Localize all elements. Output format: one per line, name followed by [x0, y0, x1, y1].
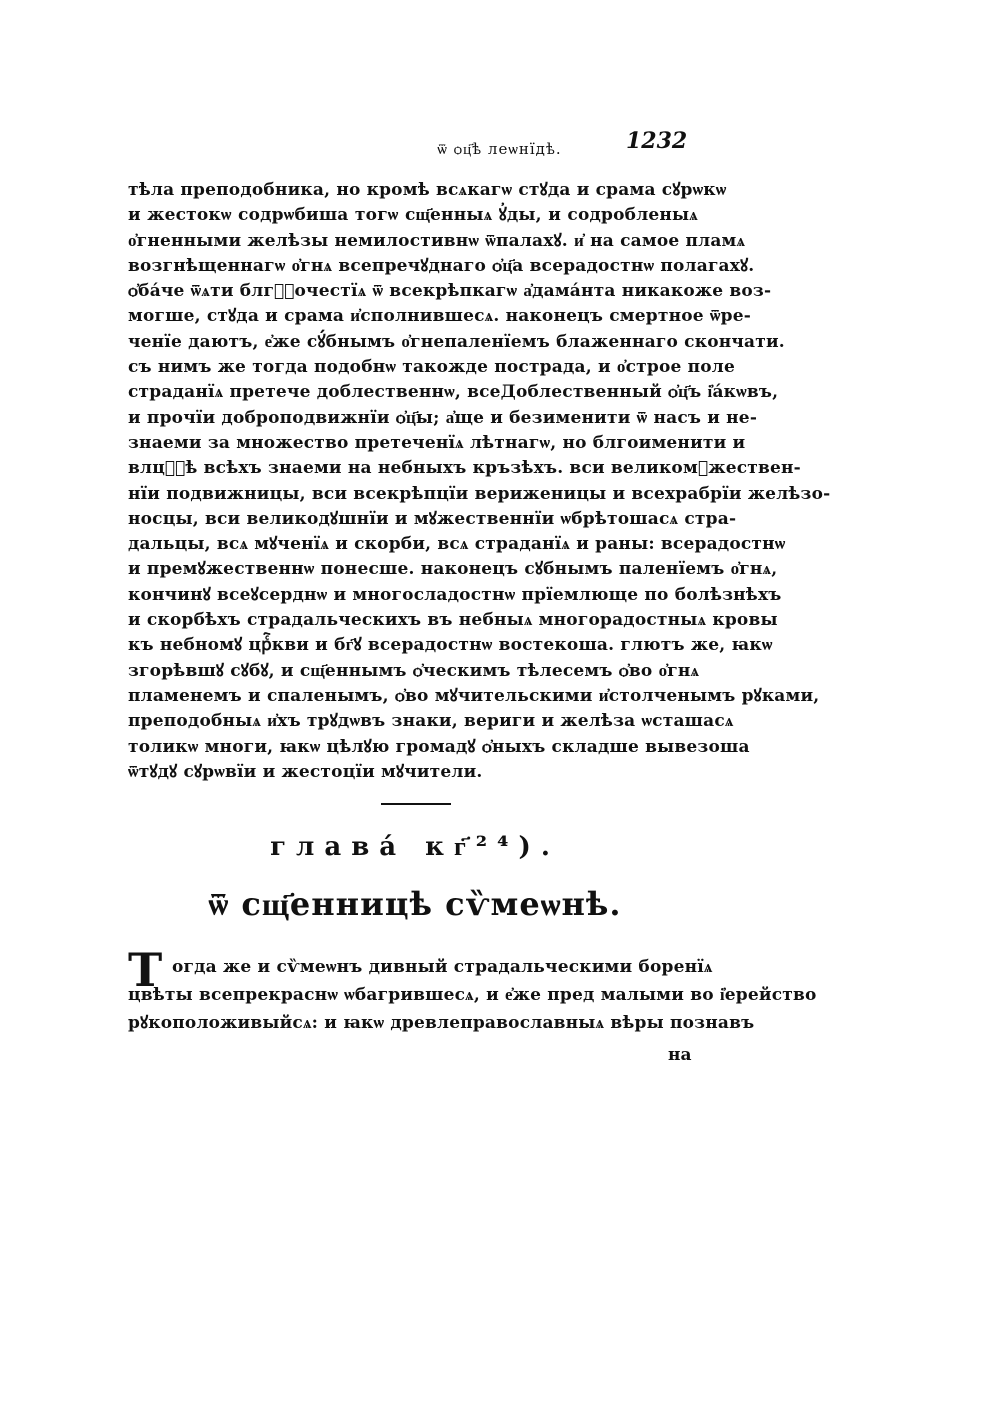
page-number: 1232	[626, 128, 688, 154]
chapter-title: ѿ сщ҃енницѣ сѷмеѡнѣ.	[208, 885, 622, 923]
text-line: возгнѣщеннагѡ о҆гнѧ всепречꙋднаго ѻ҆ц҃а всерадостнѡ полагахꙋ.	[128, 255, 755, 276]
text-line: нїи подвижницы, вси всекрѣпцїи вериженицы и всехрабрїи желѣзо-	[128, 483, 831, 504]
section-divider	[381, 803, 451, 805]
text-line: кончинꙋ всеꙋсерднѡ и многосладостнѡ прїемлюще по болѣзнѣхъ	[128, 584, 782, 605]
text-line: и премꙋжественнѡ понесше. наконецъ сꙋбнымъ паленїемъ о҆гнѧ,	[128, 559, 778, 580]
text-line: ѿтꙋдꙋ сꙋрѡвїи и жестоцїи мꙋчители.	[128, 761, 483, 782]
drop-cap: Т	[128, 943, 163, 997]
text-line: и жестокѡ содрѡбиша тогѡ сщ҃енныѧ ꙋ҆ды, и содробленыѧ	[128, 205, 698, 226]
paragraph-1	[128, 178, 831, 785]
text-line: рꙋкоположивыйсѧ: и ꙗкѡ древлеправославныѧ вѣры познавъ	[128, 1013, 755, 1033]
text-line: и прочїи доброподвижнїи ѻ҆ц҃ы; а҆ще и безименити ѿ насъ и не-	[128, 407, 758, 428]
text-line: носцы, вси великодꙋшнїи и мꙋжественнїи ѡбрѣтошасѧ стра-	[128, 508, 737, 529]
text-line: огда же и сѷмеѡнъ дивный страдальческими боренїѧ	[172, 957, 713, 977]
text-line: и скорбѣхъ страдальческихъ въ небныѧ многорадостныѧ кровы	[128, 610, 778, 631]
text-line: о҆гненными желѣзы немилостивнѡ ѿпалахꙋ. и҆ на самое пламѧ	[128, 230, 746, 251]
text-line: влцⷭ҇ѣ всѣхъ знаеми на небныхъ кръзѣхъ. вси великомꙋжествен-	[128, 458, 801, 479]
text-line: толикѡ многи, ꙗкѡ цѣлꙋю громадꙋ ѻ҆ныхъ складше вывезоша	[128, 736, 750, 757]
text-line: згорѣвшꙋ сꙋбꙋ, и сщ҃еннымъ ѻ҆ческимъ тѣлесемъ ѻ҆во о҆гнѧ	[128, 660, 700, 681]
text-line: тѣла преподобника, но кромѣ всѧкагѡ стꙋда и срама сꙋрѡкѡ	[128, 180, 727, 200]
text-line: могше, стꙋда и срама и҆сполнившесѧ. наконецъ смертное ѿре-	[128, 306, 751, 327]
running-head: ѿ ѻц҃ѣ леѡнїдѣ.	[437, 140, 562, 158]
paragraph-2	[128, 943, 817, 1037]
text-line: преподобныѧ и҆хъ трꙋдѡвъ знаки, вериги и желѣза ѡсташасѧ	[128, 711, 734, 732]
text-line: ѻ҆ба́че ѿѧти блгⷭ҇очестїѧ ѿ всекрѣпкагѡ а҆дама́нта никакоже воз-	[128, 281, 772, 302]
catchword: на	[668, 1045, 692, 1065]
text-line: ченїе даютъ, е҆же сꙋ́бнымъ о҆гнепаленїемъ блаженнаго скончати.	[128, 331, 785, 352]
chapter-heading: глава́ кг҃²⁴).	[270, 832, 560, 862]
text-line: пламенемъ и спаленымъ, ѻ҆во мꙋчительскими и҆столченымъ рꙋками,	[128, 685, 820, 706]
text-line: страданїѧ претече доблественнѡ, всеДоблественный ѻ҆ц҃ъ і҆а́кѡвъ,	[128, 382, 779, 403]
text-line: цвѣты всепрекраснѡ ѡбагрившесѧ, и е҆же пред малыми во і҆ерейство	[128, 985, 817, 1005]
text-line: къ небномꙋ црⷭ҇кви и бг҃ꙋ всерадостнѡ востекоша. глютъ же, ꙗкѡ	[128, 635, 773, 656]
text-line: дальцы, всѧ мꙋченїѧ и скорби, всѧ страданїѧ и раны: всерадостнѡ	[128, 534, 786, 555]
text-line: съ нимъ же тогда подобнѡ такожде пострада, и о҆строе поле	[128, 357, 736, 378]
text-line: знаеми за множество претеченїѧ лѣтнагѡ, но блгоименити и	[128, 432, 746, 453]
